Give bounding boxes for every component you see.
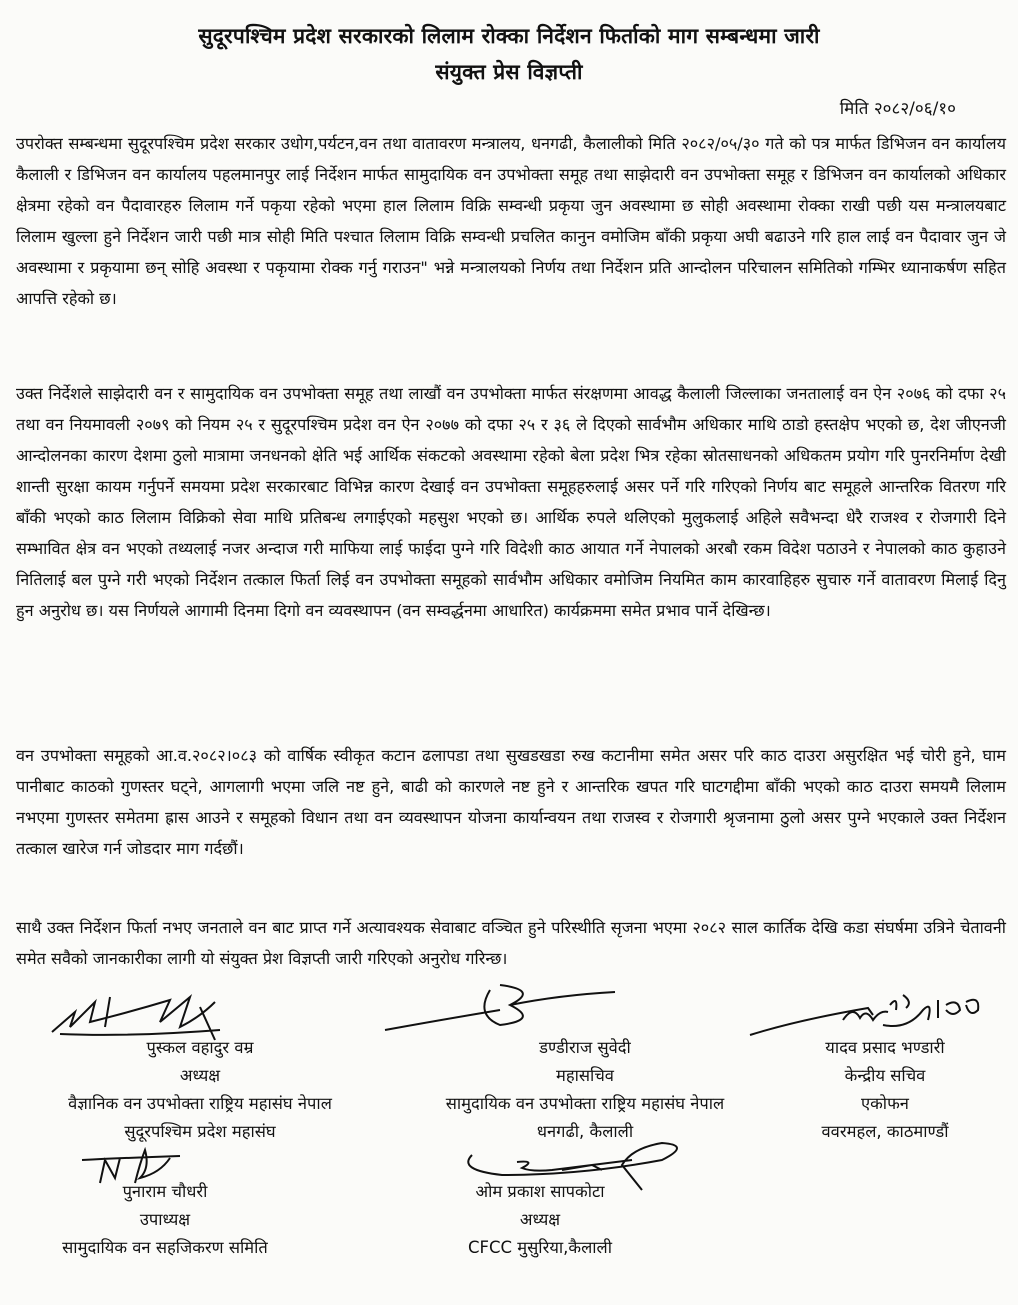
signatory-5-name: ओम प्रकाश सापकोटा (475, 1182, 605, 1201)
signatory-3-name: यादव प्रसाद भण्डारी (825, 1038, 945, 1057)
document-subtitle: संयुक्त प्रेस विज्ञप्ती (435, 60, 583, 84)
signatory-3 (760, 1034, 1010, 1146)
signatory-5-role: अध्यक्ष (519, 1210, 561, 1229)
document-title: सुदूरपश्चिम प्रदेश सरकारको लिलाम रोक्का निर्देशन फिर्ताको माग सम्बन्धमा जारी (198, 24, 820, 48)
paragraph-3: वन उपभोक्ता समूहको आ.व.२०८२।०८३ को वार्षिक स्वीकृत कटान ढलापडा तथा सुखडखडा रुख कटानीमा समेत असर परि काठ दाउरा असुरक्षित भई चोरी हुने, घाम पानीबाट काठको गुणस्तर घट्ने, आगलागी भएमा जलि नष्ट हुने, बाढी को कारणले नष्ट हुने र आन्तरिक खपत गरि घाटगद्दीमा बाँकी भएको काठ दाउरा समयमै लिलाम नभएमा गुणस्तर समेतमा ह्रास आउने र समूहको विधान तथा वन व्यवस्थापन योजना कार्यान्वयन तथा राजस्व र रोजगारी श्रृजनामा ठुलो असर पुग्ने भएकाले उक्त निर्देशन तत्काल खारेज गर्न जोडदार माग गर्दछौं। (16, 746, 1006, 858)
signatory-4 (20, 1178, 310, 1262)
signatory-1-org: वैज्ञानिक वन उपभोक्ता राष्ट्रिय महासंघ नेपाल (68, 1094, 332, 1113)
signatory-2-location: धनगढी, कैलाली (536, 1122, 634, 1141)
paragraph-4: साथै उक्त निर्देशन फिर्ता नभए जनताले वन बाट प्राप्त गर्ने अत्यावश्यक सेवाबाट वञ्चित हुने परिस्थीति सृजना भएमा २०८२ साल कार्तिक देखि कडा संघर्षमा उत्रिने चेतावनी समेत सवैको जानकारीका लागी यो संयुक्त प्रेश विज्ञप्ती जारी गरिएको अनुरोध गरिन्छ। (16, 918, 1006, 968)
document-date: मिति २०८२/०६/१० (839, 99, 956, 119)
signatory-4-org: सामुदायिक वन सहजिकरण समिति (62, 1238, 268, 1257)
signatory-1-location: सुदूरपश्चिम प्रदेश महासंघ (124, 1122, 276, 1141)
signatory-5-org: CFCC मुसुरिया,कैलाली (467, 1238, 613, 1257)
paragraph-2: उक्त निर्देशले साझेदारी वन र सामुदायिक वन उपभोक्ता समूह तथा लाखौं वन उपभोक्ता मार्फत संरक्षणमा आवद्ध कैलाली जिल्लाका जनतालाई वन ऐन २०७६ को दफा २५ तथा वन नियमावली २०७९ को नियम २५ र सुदूरपश्चिम प्रदेश वन ऐन २०७७ को दफा २५ र ३६ ले दिएको सार्वभौम अधिकार माथि ठाडो हस्तक्षेप भएको छ, देश जीएनजी आन्दोलनका कारण देशमा ठुलो मात्रामा जनधनको क्षेति भई आर्थिक संकटको अवस्थामा रहेको बेला प्रदेश भित्र रहेका स्रोतसाधनको अधिकतम प्रयोग गरि पुनरनिर्माण देखी शान्ती सुरक्षा कायम गर्नुपर्ने समयमा प्रदेश सरकारबाट विभिन्न कारण देखाई वन उपभोक्ता समूहहरुलाई असर पर्ने गरि गरिएको निर्णय बाट समूहले आन्तरिक वितरण गरि बाँकी भएको काठ लिलाम विक्रिको सेवा माथि प्रतिबन्ध लगाईएको महसुश भएको छ। आर्थिक रुपले थलिएको मुलुकलाई अहिले सवैभन्दा धेरै राजश्व र रोजगारी दिने सम्भावित क्षेत्र वन भएको तथ्यलाई नजर अन्दाज गरी माफिया लाई फाईदा पुग्ने गरि विदेशी काठ आयात गर्ने नेपालको अरबौ रकम विदेश पठाउने र नेपालको काठ कुहाउने नितिलाई बल पुग्ने गरी भएको निर्देशन तत्काल फिर्ता लिई वन उपभोक्ता समूहको सार्वभौम अधिकार वमोजिम नियमित काम कारवाहिहरु सुचारु गर्ने वातावरण मिलाई दिनु हुन अनुरोध छ। यस निर्णयले आगामी दिनमा दिगो वन व्यवस्थापन (वन सम्वर्द्धनमा आधारित) कार्यक्रममा समेत प्रभाव पार्ने देखिन्छ। (16, 384, 1006, 620)
signatory-1-role: अध्यक्ष (179, 1066, 221, 1085)
signatory-3-org: एकोफन (861, 1094, 909, 1113)
signatory-3-role: केन्द्रीय सचिव (844, 1066, 926, 1085)
signatory-1 (20, 1034, 380, 1146)
paragraph-1: उपरोक्त सम्बन्धमा सुदूरपश्चिम प्रदेश सरकार उधोग,पर्यटन,वन तथा वातावरण मन्त्रालय, धनगढी, कैलालीको मिति २०८२/०५/३० गते को पत्र मार्फत डिभिजन वन कार्यालय कैलाली र डिभिजन वन कार्यालय पहलमानपुर लाई निर्देशन मार्फत सामुदायिक वन उपभोक्ता समूह तथा साझेदारी वन उपभोक्ता समूह र डिभिजन वन कार्यालको अधिकार क्षेत्रमा रहेको वन पैदावारहरु लिलाम गर्ने पकृया रहेको भएमा हाल लिलाम विक्रि सम्वन्धी प्रकृया जुन अवस्थामा छ सोही अवस्थामा रोक्का राखी पछी यस मन्त्रालयबाट लिलाम खुल्ला हुने निर्देशन जारी पछी मात्र सोही मिति पश्चात लिलाम विक्रि सम्वन्धी प्रचलित कानुन वमोजिम बाँकी प्रकृया अघी बढाउने गरि हाल लाई वन पैदावार जुन जे अवस्थामा र प्रकृयामा छन् सोहि अवस्था र पकृयामा रोक्क गर्नु गराउन" भन्ने मन्त्रालयको निर्णय तथा निर्देशन प्रति आन्दोलन परिचालन समितिको गम्भिर ध्यानाकर्षण सहित आपत्ति रहेको छ। (16, 134, 1006, 308)
signatory-4-role: उपाध्यक्ष (139, 1210, 191, 1229)
signatory-2-org: सामुदायिक वन उपभोक्ता राष्ट्रिय महासंघ नेपाल (445, 1094, 725, 1113)
signatory-3-location: ववरमहल, काठमाण्डौं (821, 1122, 949, 1141)
signatory-1-name: पुस्कल वहादुर वम्र (146, 1038, 254, 1057)
signatory-2-role: महासचिव (556, 1066, 614, 1085)
signature-3-image (748, 990, 988, 1040)
signatory-5 (430, 1178, 650, 1262)
signatory-2-name: डण्डीराज सुवेदी (539, 1038, 631, 1057)
signatory-4-name: पुनाराम चौधरी (122, 1182, 208, 1201)
signature-2-image (380, 980, 620, 1040)
signatory-2 (395, 1034, 775, 1146)
